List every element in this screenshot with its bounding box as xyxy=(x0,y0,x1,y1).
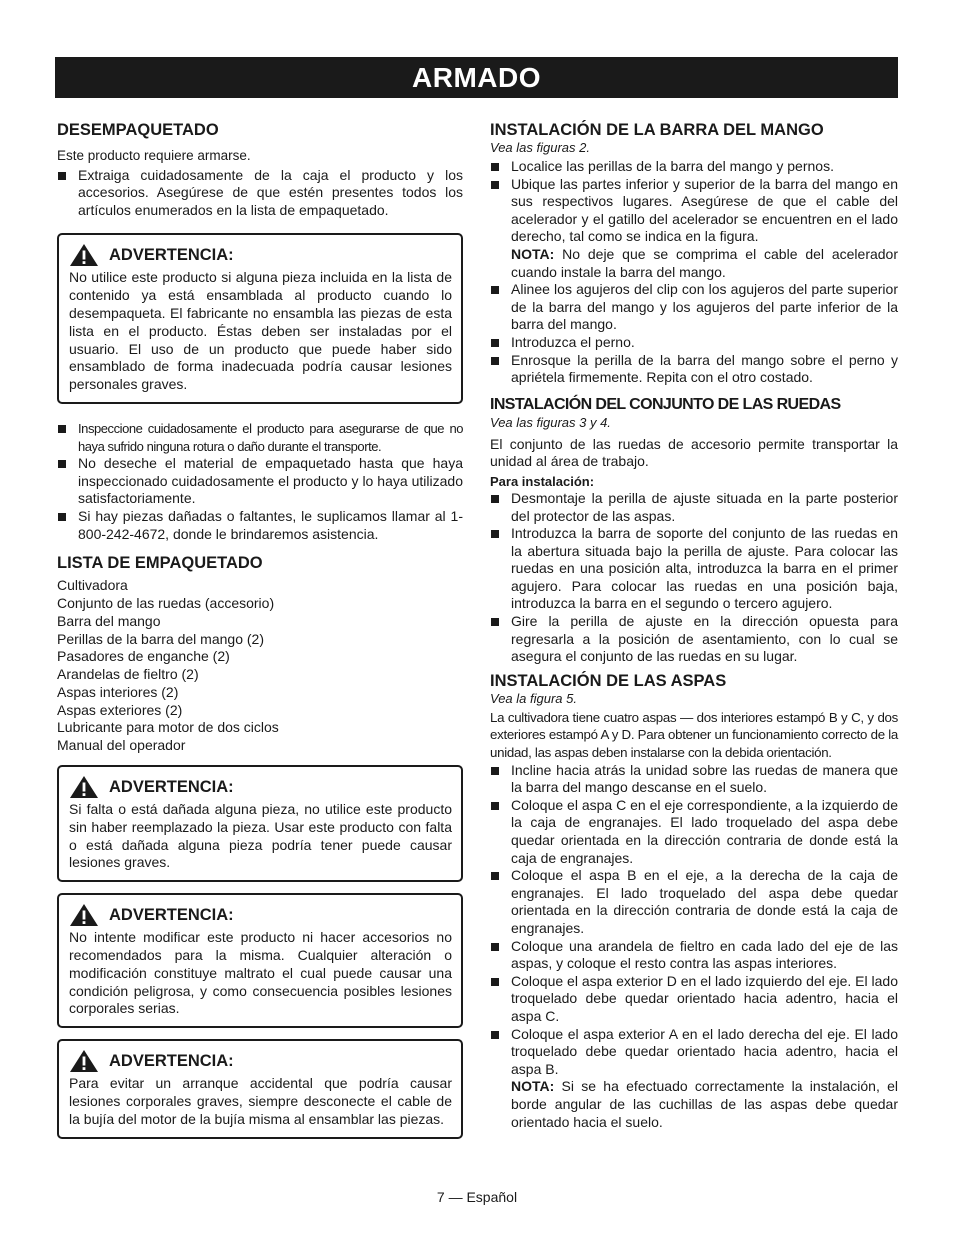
note-label: NOTA: xyxy=(511,245,555,262)
warning-title-text: ADVERTENCIA: xyxy=(109,1052,234,1071)
list-item: Coloque el aspa C en el eje correspondiente, a la izquierdo de la caja de engranajes. El lado troquelado del aspa debe quedar orientada en la dirección contraria de donde está la caja de engranajes. xyxy=(490,797,898,867)
warning-title xyxy=(69,243,452,267)
warning-title xyxy=(69,903,452,927)
warning-title-text: ADVERTENCIA: xyxy=(109,778,234,797)
warning-text: No intente modificar este producto ni hacer accesorios no recomendados para la misma. Cualquier alteración o modificación constituye maltrato el cual puede causar una condición peligrosa, y como consecuencia posibles lesiones corporales serias. xyxy=(69,929,452,1017)
list-item: Alinee los agujeros del clip con los agujeros del parte superior de la barra del mango y los agujeros del parte inferior de la barra del mango. xyxy=(490,281,898,334)
list-item: Aspas exteriores (2) xyxy=(57,701,183,718)
list-item: Perillas de la barra del mango (2) xyxy=(57,630,264,647)
handle-bullets xyxy=(490,158,898,387)
note-label: NOTA: xyxy=(511,1078,555,1095)
inspect-bullets xyxy=(57,420,463,543)
tines-heading: INSTALACIÓN DE LAS ASPAS xyxy=(490,671,727,690)
warning-triangle-icon xyxy=(69,243,99,267)
warning-title xyxy=(69,775,452,799)
list-item: Enrosque la perilla de la barra del mango sobre el perno y apriétela firmemente. Repita con el otro costado. xyxy=(490,352,898,387)
warning-box-1 xyxy=(57,233,463,404)
list-item xyxy=(490,1026,898,1132)
wheels-heading: INSTALACIÓN DEL CONJUNTO DE LAS RUEDAS xyxy=(490,395,841,413)
list-item: Extraiga cuidadosamente de la caja el producto y los accesorios. Asegúrese de que estén presentes todos los artículos enumerados en la lista de empaquetado. xyxy=(57,167,463,220)
list-item: Manual del operador xyxy=(57,737,186,754)
warning-title xyxy=(69,1049,452,1073)
list-item-text: Ubique las partes inferior y superior de la barra del mango en sus respectivos lugares. Asegúrese de que el cable del acelerador y el gatillo del acelerador se encuentren en el lado derecho, tal como se indica en la figura. xyxy=(511,175,898,245)
wheels-intro: El conjunto de las ruedas de accesorio permite transportar la unidad al área de trabajo. xyxy=(490,435,898,470)
list-item: No deseche el material de empaquetado hasta que haya inspeccionado cuidadosamente el producto y lo haya utilizado satisfactoriamente. xyxy=(57,455,463,508)
list-item: Aspas interiores (2) xyxy=(57,683,179,700)
tines-figure-ref: Vea la figura 5. xyxy=(490,690,577,706)
warning-box-4 xyxy=(57,1039,463,1138)
list-item: Coloque el aspa exterior D en el lado izquierdo del eje. El lado troquelado debe quedar orientado hacia adentro, hacia el aspa C. xyxy=(490,973,898,1026)
list-item: Lubricante para motor de dos ciclos xyxy=(57,719,279,736)
packlist xyxy=(57,577,463,755)
handle-figure-ref: Vea las figuras 2. xyxy=(490,140,590,155)
warning-triangle-icon xyxy=(69,903,99,927)
wheels-figure-ref: Vea las figuras 3 y 4. xyxy=(490,414,611,430)
tines-bullets xyxy=(490,762,898,1131)
unpack-heading: DESEMPAQUETADO xyxy=(57,121,219,139)
warning-triangle-icon xyxy=(69,1049,99,1073)
packlist-heading: LISTA DE EMPAQUETADO xyxy=(57,554,263,573)
note-text: No deje que se comprima el cable del acelerador cuando instale la barra del mango. xyxy=(511,245,898,280)
list-item: Localice las perillas de la barra del mango y pernos. xyxy=(490,158,898,176)
note-text: Si se ha efectuado correctamente la instalación, el borde angular de las cuchillas de las aspas debe quedar orientado hacia el suelo. xyxy=(511,1078,898,1130)
wheels-install-label: Para instalación: xyxy=(490,473,595,489)
list-item: Coloque una arandela de fieltro en cada lado del eje de las aspas, y coloque el resto contra las aspas interiores. xyxy=(490,938,898,973)
list-item: Pasadores de enganche (2) xyxy=(57,648,230,665)
warning-triangle-icon xyxy=(69,775,99,799)
list-item: Inspeccione cuidadosamente el producto para asegurarse de que no haya sufrido ninguna rotura o daño durante el transporte. xyxy=(57,420,463,455)
unpack-bullets xyxy=(57,167,463,220)
section-banner: ARMADO xyxy=(55,57,898,98)
handle-heading: INSTALACIÓN DE LA BARRA DEL MANGO xyxy=(490,121,824,139)
list-item: Si hay piezas dañadas o faltantes, le suplicamos llamar al 1-800-242-4672, donde le brindaremos asistencia. xyxy=(57,508,463,543)
list-item: Coloque el aspa B en el eje, a la derecha de la caja de engranajes. El lado troquelado del aspa debe quedar orientada en la dirección contraria de donde está la caja de engranajes. xyxy=(490,867,898,937)
warning-box-3 xyxy=(57,893,463,1028)
warning-text: Para evitar un arranque accidental que podría causar lesiones corporales graves, siempre desconecte el cable de la bujía del motor de la bujía misma al ensamblar las piezas. xyxy=(69,1075,452,1127)
left-column xyxy=(57,120,463,1139)
warning-box-2 xyxy=(57,765,463,882)
tines-intro: La cultivadora tiene cuatro aspas — dos interiores estampó B y C, y dos exteriores estampó A y D. Para obtener un funcionamiento correcto de la unidad, las aspas deben instalarse con la debida orientación. xyxy=(490,709,898,761)
list-item: Introduzca la barra de soporte del conjunto de las ruedas en la abertura situada bajo la perilla de ajuste. Para colocar las ruedas en una posición alta, introduzca la barra en el primer agujero. Para colocar las ruedas en una posición baja, introduzca la barra en el segundo o tercero agujero. xyxy=(490,525,898,613)
warning-title-text: ADVERTENCIA: xyxy=(109,906,234,925)
unpack-intro: Este producto requiere armarse. xyxy=(57,148,251,163)
list-item: Arandelas de fieltro (2) xyxy=(57,666,199,683)
list-item: Conjunto de las ruedas (accesorio) xyxy=(57,594,275,611)
list-item: Cultivadora xyxy=(57,577,128,594)
warning-text: Si falta o está dañada alguna pieza, no utilice este producto sin haber reemplazado la pieza. Usar este producto con falta o está dañada alguna pieza podría tener puede causar lesiones graves. xyxy=(69,801,452,871)
list-item-text: Coloque el aspa exterior A en el lado derecha del eje. El lado troquelado debe quedar orientado hacia adentro, hacia el aspa B. xyxy=(511,1025,898,1077)
list-item: Incline hacia atrás la unidad sobre las ruedas de manera que la barra del mango descanse en el suelo. xyxy=(490,762,898,797)
list-item: Desmontaje la perilla de ajuste situada en la parte posterior del protector de las aspas. xyxy=(490,490,898,525)
list-item: Gire la perilla de ajuste en la dirección opuesta para regresarla a la posición de asentamiento, con lo cual se asegura el conjunto de las ruedas en su lugar. xyxy=(490,613,898,666)
right-column xyxy=(490,120,898,1131)
wheels-bullets xyxy=(490,490,898,666)
warning-text: No utilice este producto si alguna pieza incluida en la lista de contenido ya está ensamblada al producto cuando lo desempaqueta. El fabricante no ensambla las piezas de esta lista en el producto. Éstas deben ser instaladas por el usuario. El uso de un producto que puede haber sido ensamblado de forma inadecuada podría causar lesiones personales graves. xyxy=(69,269,452,393)
warning-title-text: ADVERTENCIA: xyxy=(109,246,234,265)
list-item: Introduzca el perno. xyxy=(490,334,898,352)
list-item xyxy=(490,176,898,282)
list-item: Barra del mango xyxy=(57,612,161,629)
page-footer: 7 — Español xyxy=(436,1189,518,1205)
